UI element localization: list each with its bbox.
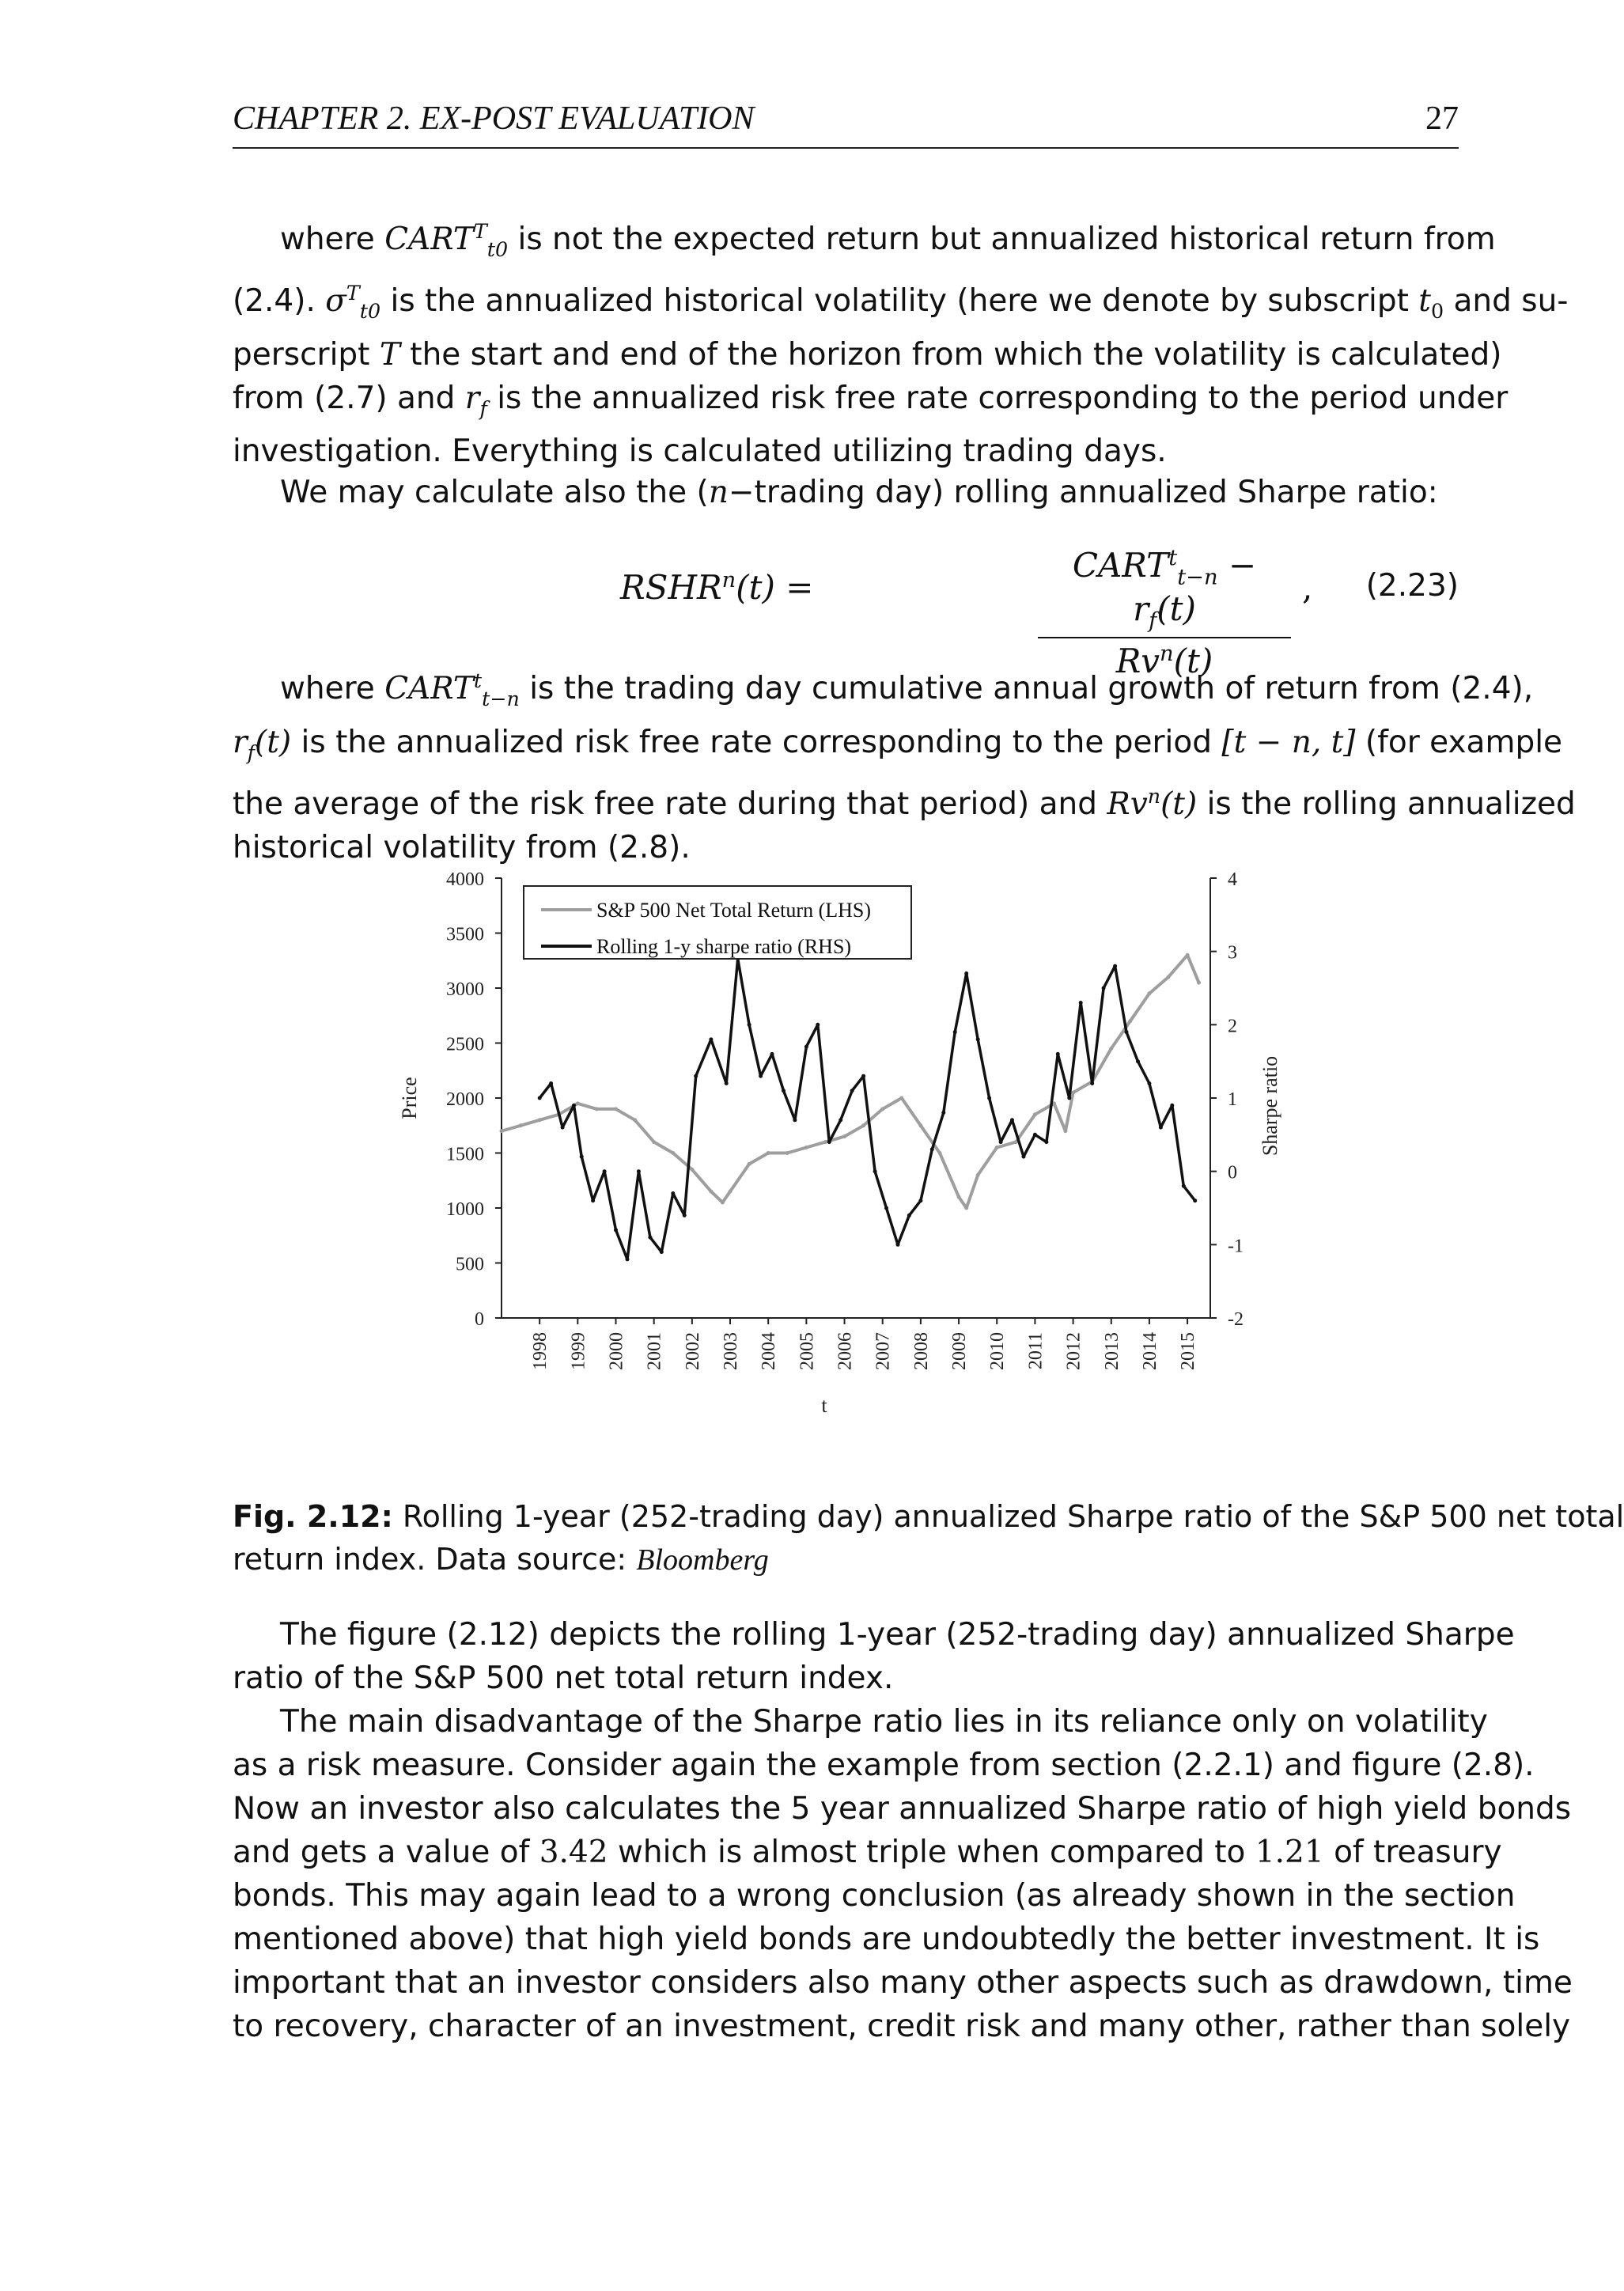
sharpe-ratio-point	[1044, 1140, 1048, 1144]
sharpe-ratio-point	[782, 1089, 786, 1092]
text-line: ratio of the S&P 500 net total return index.	[233, 1661, 894, 1696]
text-line: from (2.7) and $r_f$ is the annualized risk free rate corresponding to the period under	[233, 380, 1509, 420]
sp500-price-point	[652, 1140, 656, 1144]
sp500-price-point	[1167, 975, 1171, 979]
sharpe-ratio-point	[1022, 1155, 1026, 1159]
chapter-title: CHAPTER 2. EX-POST EVALUATION	[233, 100, 755, 137]
sp500-price-point	[842, 1134, 846, 1138]
text-line: important that an investor considers also many other aspects such as drawdown, time	[233, 1965, 1573, 2001]
x-axis-tick-label: 2014	[1139, 1332, 1160, 1370]
text-line: to recovery, character of an investment, credit risk and many other, rather than solely	[233, 2009, 1571, 2044]
sharpe-ratio-chart	[388, 869, 1281, 1440]
sharpe-ratio-point	[683, 1214, 687, 1217]
sharpe-ratio-point	[918, 1199, 922, 1202]
left-axis-tick-label: 3000	[446, 979, 484, 1000]
legend-label: Rolling 1-y sharpe ratio (RHS)	[596, 935, 852, 958]
sp500-price-point	[1197, 981, 1201, 985]
x-axis-tick-label: 2008	[910, 1332, 932, 1370]
text-line: the average of the risk free rate during that period) and Rv$^n$(t) is the rolling annualized	[233, 783, 1576, 822]
sp500-price-point	[964, 1206, 968, 1210]
sharpe-ratio-point	[816, 1023, 820, 1027]
x-axis-tick-label: 2001	[644, 1332, 665, 1370]
right-axis-tick-label: 1	[1228, 1089, 1237, 1110]
x-axis-title: t	[821, 1394, 827, 1417]
sharpe-ratio-point	[861, 1074, 865, 1078]
left-axis-tick-label: 0	[475, 1309, 484, 1330]
sp500-price-point	[614, 1107, 618, 1111]
text-line: The main disadvantage of the Sharpe ratio lies in its reliance only on volatility	[280, 1704, 1488, 1740]
sp500-price-point	[880, 1107, 884, 1111]
sp500-price-point	[519, 1123, 523, 1127]
right-axis-tick-label: 2	[1228, 1016, 1237, 1037]
equation-lhs: $RSHR^n(t)$ =	[620, 568, 814, 607]
right-axis-tick-label: -2	[1228, 1309, 1244, 1330]
text-line: where $CART^t_{t-n}$ is the trading day cumulative annual growth of return from (2.4),	[280, 668, 1534, 710]
sp500-price-point	[1063, 1129, 1067, 1133]
x-axis-tick-label: 2005	[797, 1332, 818, 1370]
sharpe-ratio-point	[850, 1089, 854, 1092]
left-axis-tick-label: 2000	[446, 1089, 484, 1110]
sp500-price-point	[976, 1173, 980, 1177]
sp500-price-point	[861, 1123, 865, 1127]
x-axis-tick-label: 2013	[1101, 1332, 1122, 1370]
sharpe-ratio-point	[1067, 1096, 1071, 1100]
paragraph-rolling-intro	[233, 471, 1459, 514]
text-line: Fig. 2.12: Rolling 1-year (252-trading day) annualized Sharpe ratio of the S&P 500 net total	[233, 1499, 1624, 1534]
sharpe-ratio-point	[976, 1037, 980, 1041]
sharpe-ratio-point	[660, 1250, 664, 1254]
sharpe-ratio-point	[987, 1096, 991, 1100]
sp500-price-point	[671, 1151, 675, 1155]
sp500-price-point	[995, 1146, 999, 1149]
paragraph-figure-description	[233, 1613, 1515, 1700]
sharpe-ratio-point	[648, 1236, 652, 1240]
sharpe-ratio-point	[1056, 1052, 1060, 1056]
x-axis-tick-label: 2012	[1063, 1332, 1085, 1370]
x-axis-tick-label: 2009	[949, 1332, 971, 1370]
sharpe-ratio-point	[572, 1104, 576, 1108]
legend-label: S&P 500 Net Total Return (LHS)	[596, 899, 872, 922]
equation-2-23	[233, 546, 1459, 680]
sharpe-ratio-point	[770, 1052, 774, 1056]
sharpe-ratio-point	[580, 1155, 584, 1159]
equation-denominator: Rv$^n$(t)	[1115, 641, 1213, 680]
x-axis-tick-label: 2000	[606, 1332, 627, 1370]
sp500-price-point	[823, 1140, 827, 1144]
sharpe-ratio-point	[941, 1111, 945, 1115]
text-line: mentioned above) that high yield bonds are undoubtedly the better investment. It is	[233, 1922, 1540, 1957]
sharpe-ratio-point	[1033, 1133, 1037, 1137]
sp500-price-point	[957, 1195, 961, 1199]
sharpe-ratio-point	[637, 1169, 641, 1173]
text-line: historical volatility from (2.8).	[233, 829, 691, 865]
sharpe-ratio-point	[748, 1023, 751, 1027]
sp500-price-point	[595, 1107, 599, 1111]
x-axis-tick-label: 2010	[987, 1332, 1009, 1370]
text-line: The figure (2.12) depicts the rolling 1-year (252-trading day) annualized Sharpe	[280, 1617, 1515, 1653]
sp500-price-point	[576, 1101, 580, 1105]
sharpe-ratio-point	[1125, 1030, 1129, 1034]
right-axis-tick-label: 0	[1228, 1162, 1237, 1183]
sp500-price-point	[786, 1151, 789, 1155]
sharpe-ratio-point	[709, 1037, 713, 1041]
sp500-price-point	[1109, 1047, 1113, 1051]
sharpe-ratio-point	[884, 1206, 888, 1210]
sharpe-ratio-point	[591, 1199, 595, 1202]
running-header	[233, 100, 1459, 149]
sharpe-ratio-point	[694, 1074, 698, 1078]
sharpe-ratio-point	[626, 1257, 630, 1261]
sharpe-ratio-point	[804, 1045, 808, 1049]
sp500-price-point	[1147, 991, 1151, 995]
sharpe-ratio-point	[538, 1096, 542, 1100]
sharpe-ratio-point	[930, 1147, 934, 1151]
text-line: return index. Data source: Bloomberg	[233, 1542, 769, 1577]
sharpe-ratio-point	[549, 1081, 553, 1085]
text-line: (2.4). $\sigma^T_{t0}$ is the annualized historical volatility (here we denote by subscript $t_0$ and su-	[233, 280, 1569, 323]
x-axis-tick-label: 1999	[568, 1332, 589, 1370]
figure-label: Fig. 2.12:	[233, 1499, 393, 1534]
sharpe-ratio-point	[1102, 986, 1106, 990]
sp500-price-point	[709, 1190, 713, 1194]
text-line: Now an investor also calculates the 5 year annualized Sharpe ratio of high yield bonds	[233, 1791, 1572, 1827]
sp500-price-point	[918, 1123, 922, 1127]
right-axis-tick-label: -1	[1228, 1236, 1244, 1257]
sharpe-ratio-point	[1079, 1001, 1083, 1005]
sp500-price-point	[690, 1168, 694, 1172]
sp500-price-point	[633, 1118, 637, 1122]
sharpe-ratio-point	[964, 971, 968, 975]
equation-comma: ,	[1302, 568, 1313, 607]
text-line: and gets a value of 3.42 which is almost triple when compared to 1.21 of treasury	[233, 1835, 1502, 1870]
right-axis-tick-label: 4	[1228, 869, 1237, 890]
text-line: $r_f(t)$ is the annualized risk free rate corresponding to the period [t − n, t] (for example	[233, 724, 1563, 764]
text-line: We may calculate also the (n−trading day) rolling annualized Sharpe ratio:	[280, 475, 1438, 510]
sharpe-ratio-point	[759, 1074, 763, 1078]
sp500-price-point	[1071, 1091, 1075, 1095]
sp500-price-point	[804, 1146, 808, 1149]
sharpe-ratio-point	[614, 1228, 618, 1232]
left-axis-tick-label: 4000	[446, 869, 484, 890]
sp500-price-point	[1186, 953, 1190, 957]
equation-number: (2.23)	[1365, 568, 1459, 604]
sp500-price-point	[1033, 1112, 1037, 1116]
left-axis-tick-label: 1500	[446, 1144, 484, 1165]
left-axis-tick-label: 500	[456, 1254, 484, 1275]
sharpe-ratio-point	[793, 1118, 797, 1122]
sharpe-ratio-point	[953, 1030, 957, 1034]
sharpe-ratio-point	[671, 1191, 675, 1195]
page-number: 27	[1425, 100, 1459, 137]
sharpe-ratio-point	[1147, 1081, 1151, 1085]
sp500-price-point	[748, 1162, 751, 1166]
sharpe-ratio-point	[896, 1243, 900, 1247]
text-line: investigation. Everything is calculated utilizing trading days.	[233, 434, 1167, 470]
sharpe-ratio-point	[603, 1169, 607, 1173]
sharpe-ratio-point	[873, 1169, 877, 1173]
sharpe-ratio-point	[1010, 1118, 1014, 1122]
figure-caption	[233, 1495, 1624, 1581]
x-axis-tick-label: 2002	[682, 1332, 703, 1370]
left-axis-tick-label: 3500	[446, 924, 484, 945]
x-axis-tick-label: 1998	[530, 1332, 551, 1370]
sharpe-ratio-point	[1090, 1081, 1094, 1085]
text-line: bonds. This may again lead to a wrong conclusion (as already shown in the section	[233, 1878, 1516, 1914]
x-axis-tick-label: 2004	[759, 1332, 780, 1370]
y-axis-right-title: Sharpe ratio	[1259, 1055, 1281, 1157]
sp500-price-point	[500, 1129, 504, 1133]
sp500-price-point	[729, 1190, 733, 1194]
sharpe-ratio-point	[1159, 1126, 1163, 1130]
paragraph-sharpe-disadvantage	[233, 1700, 1573, 2048]
right-axis-tick-label: 3	[1228, 942, 1237, 964]
sharpe-ratio-point	[1113, 964, 1117, 968]
x-axis-tick-label: 2003	[721, 1332, 742, 1370]
equation-numerator: $CART^t_{t-n} - r_f(t)$	[1038, 546, 1291, 638]
left-axis-tick-label: 2500	[446, 1034, 484, 1055]
sharpe-ratio-point	[838, 1118, 842, 1122]
text-line: perscript T the start and end of the horizon from which the volatility is calculated)	[233, 336, 1502, 373]
x-axis-tick-label: 2015	[1178, 1332, 1199, 1370]
sharpe-ratio-point	[827, 1140, 831, 1144]
sharpe-ratio-point	[1182, 1184, 1186, 1188]
y-axis-left-title: Price	[398, 1077, 421, 1119]
sharpe-ratio-point	[1170, 1104, 1174, 1108]
x-axis-tick-label: 2011	[1025, 1332, 1047, 1370]
x-axis-tick-label: 2006	[835, 1332, 856, 1370]
sharpe-ratio-point	[1193, 1199, 1197, 1202]
sp500-price-point	[767, 1151, 770, 1155]
text-line: as a risk measure. Consider again the example from section (2.2.1) and figure (2.8).	[233, 1748, 1535, 1783]
sp500-price-point	[938, 1151, 942, 1155]
data-source: Bloomberg	[636, 1543, 769, 1577]
text-line: where $CART^T_{t0}$ is not the expected return but annualized historical return from	[280, 219, 1496, 261]
sp500-price-point	[1128, 1019, 1132, 1023]
sp500-price-point	[538, 1118, 542, 1122]
sp500-price-point	[721, 1201, 725, 1205]
sp500-price-point	[899, 1096, 903, 1100]
sharpe-ratio-point	[561, 1126, 565, 1130]
x-axis-tick-label: 2007	[873, 1332, 894, 1370]
sharpe-ratio-point	[999, 1140, 1003, 1144]
sharpe-ratio-point	[725, 1081, 729, 1085]
paragraph-equation-explanation	[233, 659, 1576, 869]
sharpe-ratio-point	[907, 1214, 911, 1217]
paragraph-sharpe-definition	[233, 210, 1569, 473]
left-axis-tick-label: 1000	[446, 1199, 484, 1220]
sharpe-ratio-point	[1136, 1059, 1140, 1063]
